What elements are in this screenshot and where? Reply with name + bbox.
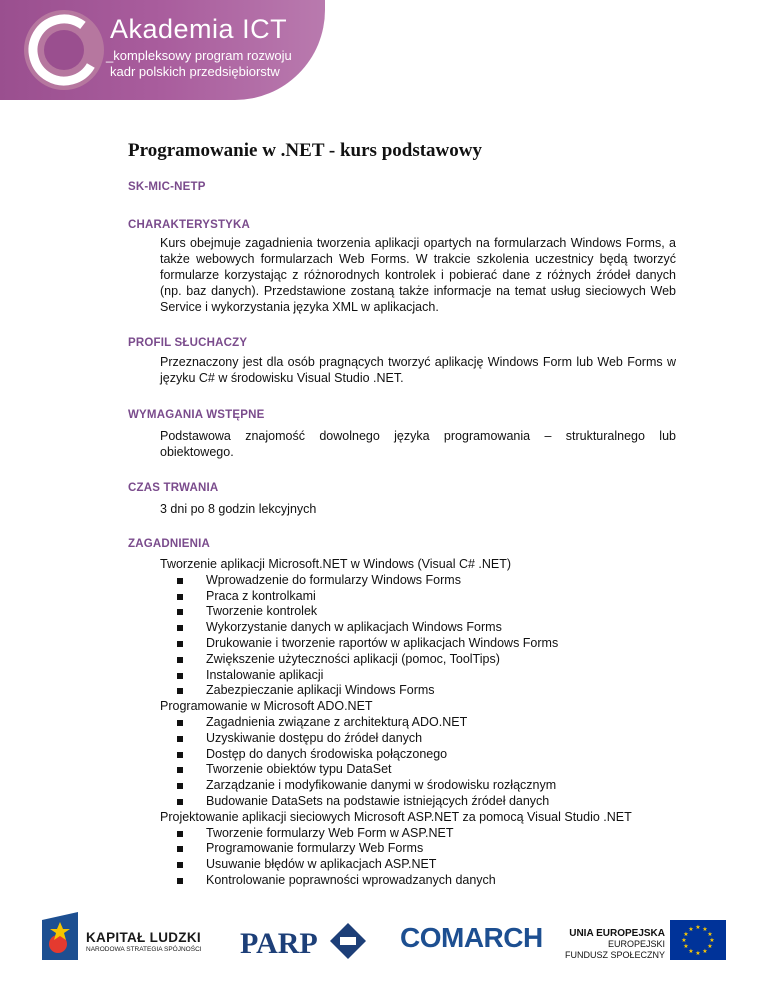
characteristics-text: Kurs obejmuje zagadnienia tworzenia aplikacji opartych na formularzach Windows Forms, a także webowych formularzach Web Forms. W trakcie szkolenia uczestnicy będą tworzyć formularze korzystając z różnorodnych kontrolek i pobierać dane z różnych źródeł danych (np. baz danych). Przedstawione zostaną także informacje na temat usług sieciowych Web Service i wykorzystania języka XML w aplikacjach. <box>160 236 676 314</box>
list-item: Tworzenie formularzy Web Form w ASP.NET <box>160 826 700 842</box>
svg-text:★: ★ <box>707 931 713 938</box>
parp-text: PARP <box>240 927 318 960</box>
eu-label <box>560 928 665 961</box>
svg-text:★: ★ <box>702 948 708 955</box>
list-item: Zwiększenie użyteczności aplikacji (pomoc, ToolTips) <box>160 652 700 668</box>
bullet-icon <box>177 783 183 789</box>
topic-group <box>160 810 700 889</box>
characteristics-heading: CHARAKTERYSTYKA <box>128 219 251 231</box>
list-item: Uzyskiwanie dostępu do źródeł danych <box>160 731 700 747</box>
prerequisites-heading: WYMAGANIA WSTĘPNE <box>128 409 265 421</box>
bullet-icon <box>177 673 183 679</box>
kapital-ludzki-subtitle: NARODOWA STRATEGIA SPÓJNOŚCI <box>86 946 202 953</box>
list-item: Zarządzanie i modyfikowanie danymi w środowisku rozłącznym <box>160 778 700 794</box>
duration-text: 3 dni po 8 godzin lekcyjnych <box>160 502 317 516</box>
svg-text:★: ★ <box>683 943 689 950</box>
topic-group <box>160 557 700 699</box>
list-item: Tworzenie obiektów typu DataSet <box>160 762 700 778</box>
list-item: Tworzenie kontrolek <box>160 604 700 620</box>
topics-list <box>160 557 700 889</box>
list-item: Zagadnienia związane z architekturą ADO.NET <box>160 715 700 731</box>
list-item: Usuwanie błędów w aplikacjach ASP.NET <box>160 857 700 873</box>
bullet-icon <box>177 767 183 773</box>
bullet-icon <box>177 688 183 694</box>
topic-group-title: Tworzenie aplikacji Microsoft.NET w Windows (Visual C# .NET) <box>160 557 512 571</box>
topic-items <box>160 826 700 889</box>
list-item: Zabezpieczanie aplikacji Windows Forms <box>160 683 700 699</box>
bullet-icon <box>177 720 183 726</box>
audience-text: Przeznaczony jest dla osób pragnących tworzyć aplikację Windows Form lub Web Forms w języku C# w środowisku Visual Studio .NET. <box>160 355 676 385</box>
parp-logo-icon <box>240 921 370 961</box>
bullet-icon <box>177 657 183 663</box>
bullet-icon <box>177 878 183 884</box>
bullet-icon <box>177 641 183 647</box>
list-item: Wykorzystanie danych w aplikacjach Windows Forms <box>160 620 700 636</box>
course-code: SK-MIC-NETP <box>128 181 206 193</box>
topic-items <box>160 573 700 699</box>
list-item: Drukowanie i tworzenie raportów w aplikacjach Windows Forms <box>160 636 700 652</box>
audience-heading: PROFIL SŁUCHACZY <box>128 337 248 349</box>
list-item: Instalowanie aplikacji <box>160 668 700 684</box>
bullet-icon <box>177 752 183 758</box>
svg-text:★: ★ <box>702 926 708 933</box>
bullet-icon <box>177 609 183 615</box>
tagline-line1: _kompleksowy program rozwoju <box>106 48 292 63</box>
svg-text:★: ★ <box>688 926 694 933</box>
bullet-icon <box>177 625 183 631</box>
prerequisites-text: Podstawowa znajomość dowolnego języka programowania – strukturalnego lub obiektowego. <box>160 429 676 459</box>
svg-text:★: ★ <box>709 937 715 944</box>
brand-name: Akademia ICT <box>110 14 288 44</box>
eu-flag-icon <box>670 920 726 960</box>
topics-heading: ZAGADNIENIA <box>128 538 211 550</box>
topic-items <box>160 715 700 810</box>
akademia-logo-icon <box>22 8 106 92</box>
topic-group-title: Programowanie w Microsoft ADO.NET <box>160 699 373 714</box>
eu-line3: FUNDUSZ SPOŁECZNY <box>564 950 665 960</box>
bullet-icon <box>177 594 183 600</box>
list-item: Kontrolowanie poprawności wprowadzanych danych <box>160 873 700 889</box>
list-item: Praca z kontrolkami <box>160 589 700 605</box>
list-item: Dostęp do danych środowiska połączonego <box>160 747 700 763</box>
brand-tagline <box>106 48 292 80</box>
svg-text:★: ★ <box>683 931 689 938</box>
bullet-icon <box>177 578 183 584</box>
svg-text:★: ★ <box>695 950 701 957</box>
bullet-icon <box>177 862 183 868</box>
duration-heading: CZAS TRWANIA <box>128 482 219 494</box>
header-banner <box>0 0 325 100</box>
topic-group-title: Projektowanie aplikacji sieciowych Microsoft ASP.NET za pomocą Visual Studio .NET <box>160 809 632 824</box>
svg-text:★: ★ <box>695 924 701 931</box>
eu-title: UNIA EUROPEJSKA <box>569 928 665 939</box>
bullet-icon <box>177 736 183 742</box>
comarch-logo: COMARCH <box>400 922 543 953</box>
eu-line2: EUROPEJSKI <box>607 939 665 949</box>
svg-text:★: ★ <box>688 948 694 955</box>
topic-group <box>160 699 700 810</box>
list-item: Programowanie formularzy Web Forms <box>160 841 700 857</box>
bullet-icon <box>177 799 183 805</box>
svg-text:★: ★ <box>681 937 687 944</box>
bullet-icon <box>177 846 183 852</box>
course-title: Programowanie w .NET - kurs podstawowy <box>128 140 482 161</box>
tagline-line2: kadr polskich przedsiębiorstw <box>110 64 280 79</box>
svg-text:★: ★ <box>707 943 713 950</box>
list-item: Budowanie DataSets na podstawie istniejących źródeł danych <box>160 794 700 810</box>
list-item: Wprowadzenie do formularzy Windows Forms <box>160 573 700 589</box>
kapital-ludzki-title: KAPITAŁ LUDZKI <box>86 930 201 945</box>
bullet-icon <box>177 831 183 837</box>
